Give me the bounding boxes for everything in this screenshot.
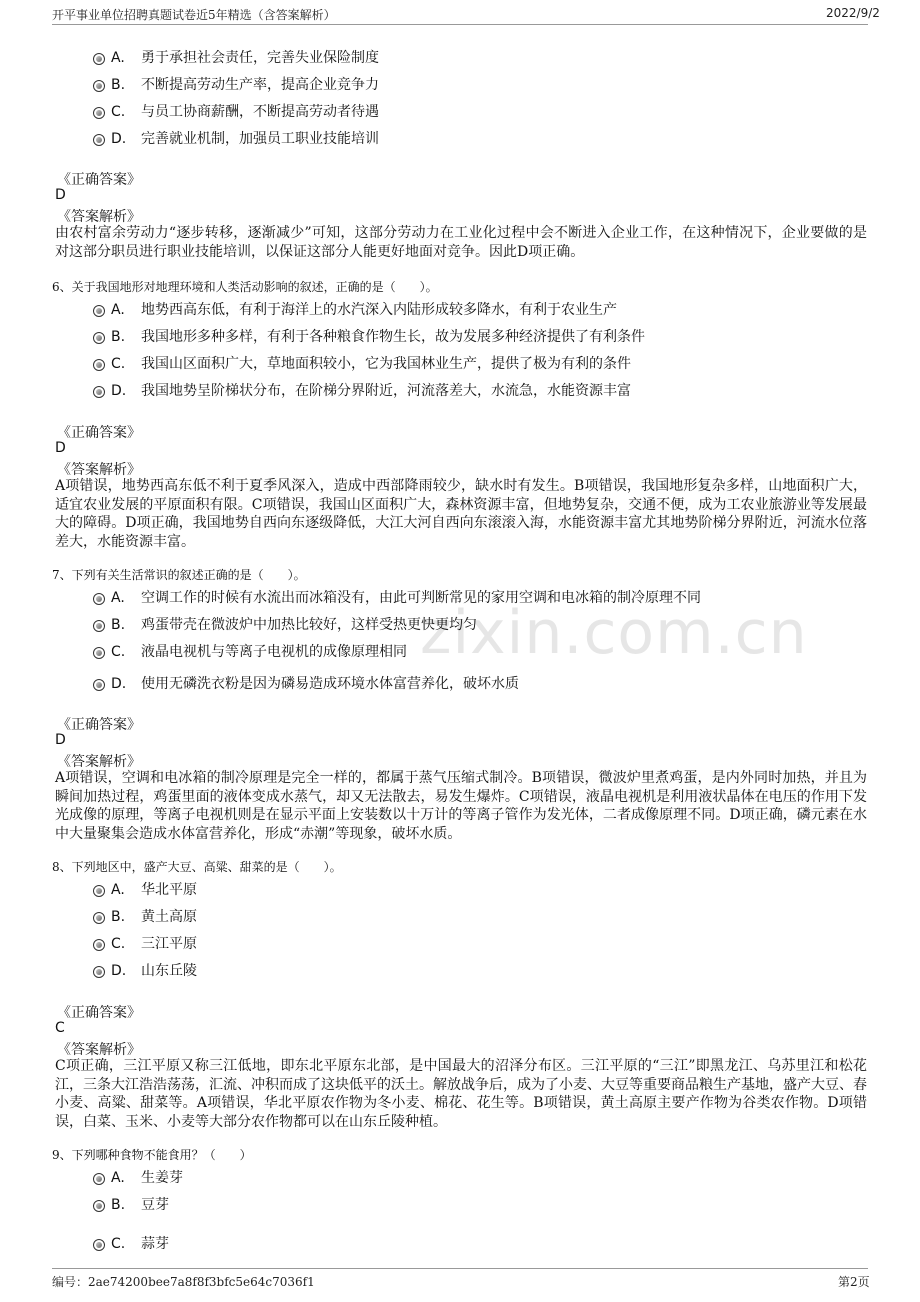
footer-code: 编号：2ae74200bee7a8f8f3bfc5e64c7036f1 bbox=[52, 1275, 315, 1289]
q8-question: 8、下列地区中，盛产大豆、高粱、甜菜的是（ ）。 bbox=[52, 860, 342, 874]
q6-question: 6、关于我国地形对地理环境和人类活动影响的叙述，正确的是（ ）。 bbox=[52, 280, 438, 294]
radio-icon[interactable] bbox=[93, 939, 105, 951]
radio-icon[interactable] bbox=[93, 332, 105, 344]
q6-answer-label: 《正确答案》 bbox=[57, 425, 141, 441]
q6-analysis-label: 《答案解析》 bbox=[57, 462, 141, 478]
q5-analysis-label: 《答案解析》 bbox=[57, 209, 141, 225]
radio-icon[interactable] bbox=[93, 1200, 105, 1212]
radio-icon[interactable] bbox=[93, 80, 105, 92]
q7-option-d[interactable]: D. 使用无磷洗衣粉是因为磷易造成环境水体富营养化，破坏水质 bbox=[93, 673, 519, 693]
q9-option-b[interactable]: B. 豆芽 bbox=[93, 1194, 169, 1214]
q8-option-c[interactable]: C. 三江平原 bbox=[93, 933, 197, 953]
radio-icon[interactable] bbox=[93, 912, 105, 924]
q7-option-c[interactable]: C. 液晶电视机与等离子电视机的成像原理相同 bbox=[93, 641, 407, 661]
q5-answer-label: 《正确答案》 bbox=[57, 172, 141, 188]
q5-answer: D bbox=[55, 187, 66, 203]
q7-analysis: A项错误，空调和电冰箱的制冷原理是完全一样的，都属于蒸气压缩式制冷。B项错误，微波炉里煮鸡蛋，是内外同时加热，并且为瞬间加热过程，鸡蛋里面的液体变成水蒸气，却又无法散去，易发生爆炸。C项错误，液晶电视机是利用液状晶体在电压的作用下发光成像的原理，等离子电视机则是在显示平面上安装数以十万计的等离子管作为发光体，二者成像原理不同。D项正确，磷元素在水中大量聚集会造成水体富营养化，形成“赤潮”等现象，破坏水质。 bbox=[55, 770, 867, 842]
header-date: 2022/9/2 bbox=[826, 6, 880, 20]
q5-option-a[interactable]: A. 勇于承担社会责任，完善失业保险制度 bbox=[93, 47, 379, 67]
q8-option-a[interactable]: A. 华北平原 bbox=[93, 879, 197, 899]
q7-analysis-label: 《答案解析》 bbox=[57, 754, 141, 770]
q6-option-d[interactable]: D. 我国地势呈阶梯状分布，在阶梯分界附近，河流落差大，水流急，水能资源丰富 bbox=[93, 380, 631, 400]
q7-answer-label: 《正确答案》 bbox=[57, 717, 141, 733]
q8-option-b[interactable]: B. 黄土高原 bbox=[93, 906, 197, 926]
q8-analysis: C项正确，三江平原又称三江低地，即东北平原东北部，是中国最大的沼泽分布区。三江平原的“三江”即黑龙江、乌苏里江和松花江，三条大江浩浩荡荡，汇流、冲积而成了这块低平的沃土。解放战争后，成为了小麦、大豆等重要商品粮生产基地，盛产大豆、春小麦、高粱、甜菜等。A项错误，华北平原农作物为冬小麦、棉花、花生等。B项错误，黄土高原主要产作物为谷类农作物。D项错误，白菜、玉米、小麦等大部分农作物都可以在山东丘陵种植。 bbox=[55, 1058, 867, 1130]
q9-option-a[interactable]: A. 生姜芽 bbox=[93, 1167, 183, 1187]
q5-option-d[interactable]: D. 完善就业机制，加强员工职业技能培训 bbox=[93, 128, 379, 148]
radio-icon[interactable] bbox=[93, 107, 105, 119]
q8-answer: C bbox=[55, 1020, 65, 1036]
watermark: zixin.com.cn bbox=[420, 598, 808, 668]
radio-icon[interactable] bbox=[93, 647, 105, 659]
radio-icon[interactable] bbox=[93, 53, 105, 65]
radio-icon[interactable] bbox=[93, 679, 105, 691]
footer-rule bbox=[52, 1268, 868, 1269]
q7-answer: D bbox=[55, 732, 66, 748]
q6-option-a[interactable]: A. 地势西高东低，有利于海洋上的水汽深入内陆形成较多降水，有利于农业生产 bbox=[93, 299, 617, 319]
radio-icon[interactable] bbox=[93, 1173, 105, 1185]
q9-option-c[interactable]: C. 蒜芽 bbox=[93, 1233, 169, 1253]
header-rule bbox=[52, 24, 868, 25]
q7-option-b[interactable]: B. 鸡蛋带壳在微波炉中加热比较好，这样受热更快更均匀 bbox=[93, 614, 477, 634]
q8-answer-label: 《正确答案》 bbox=[57, 1005, 141, 1021]
q6-option-c[interactable]: C. 我国山区面积广大，草地面积较小，它为我国林业生产，提供了极为有利的条件 bbox=[93, 353, 631, 373]
radio-icon[interactable] bbox=[93, 305, 105, 317]
q6-option-b[interactable]: B. 我国地形多种多样，有利于各种粮食作物生长，故为发展多种经济提供了有利条件 bbox=[93, 326, 645, 346]
radio-icon[interactable] bbox=[93, 1239, 105, 1251]
q7-question: 7、下列有关生活常识的叙述正确的是（ ）。 bbox=[52, 568, 306, 582]
footer-page: 第2页 bbox=[838, 1275, 870, 1289]
radio-icon[interactable] bbox=[93, 885, 105, 897]
header-title: 开平事业单位招聘真题试卷近5年精选（含答案解析） bbox=[52, 8, 336, 22]
radio-icon[interactable] bbox=[93, 134, 105, 146]
q8-analysis-label: 《答案解析》 bbox=[57, 1042, 141, 1058]
q6-answer: D bbox=[55, 440, 66, 456]
q5-analysis: 由农村富余劳动力“逐步转移，逐渐减少”可知，这部分劳动力在工业化过程中会不断进入企业工作，在这种情况下，企业要做的是对这部分职员进行职业技能培训，以保证这部分人能更好地面对竞争。因此D项正确。 bbox=[55, 225, 867, 260]
q7-option-a[interactable]: A. 空调工作的时候有水流出而冰箱没有，由此可判断常见的家用空调和电冰箱的制冷原理不同 bbox=[93, 587, 701, 607]
radio-icon[interactable] bbox=[93, 593, 105, 605]
q9-question: 9、下列哪种食物不能食用？（ ） bbox=[52, 1148, 252, 1162]
radio-icon[interactable] bbox=[93, 966, 105, 978]
q5-option-c[interactable]: C. 与员工协商薪酬，不断提高劳动者待遇 bbox=[93, 101, 379, 121]
q6-analysis: A项错误，地势西高东低不利于夏季风深入，造成中西部降雨较少，缺水时有发生。B项错误，我国地形复杂多样，山地面积广大，适宜农业发展的平原面积有限。C项错误，我国山区面积广大，森林资源丰富，但地势复杂，交通不便，成为工农业旅游业等发展最大的障碍。D项正确，我国地势自西向东逐级降低，大江大河自西向东滚滚入海，水能资源丰富尤其地势阶梯分界附近，河流水位落差大，水能资源丰富。 bbox=[55, 478, 867, 550]
q5-option-b[interactable]: B. 不断提高劳动生产率，提高企业竞争力 bbox=[93, 74, 379, 94]
radio-icon[interactable] bbox=[93, 359, 105, 371]
radio-icon[interactable] bbox=[93, 386, 105, 398]
q8-option-d[interactable]: D. 山东丘陵 bbox=[93, 960, 197, 980]
radio-icon[interactable] bbox=[93, 620, 105, 632]
